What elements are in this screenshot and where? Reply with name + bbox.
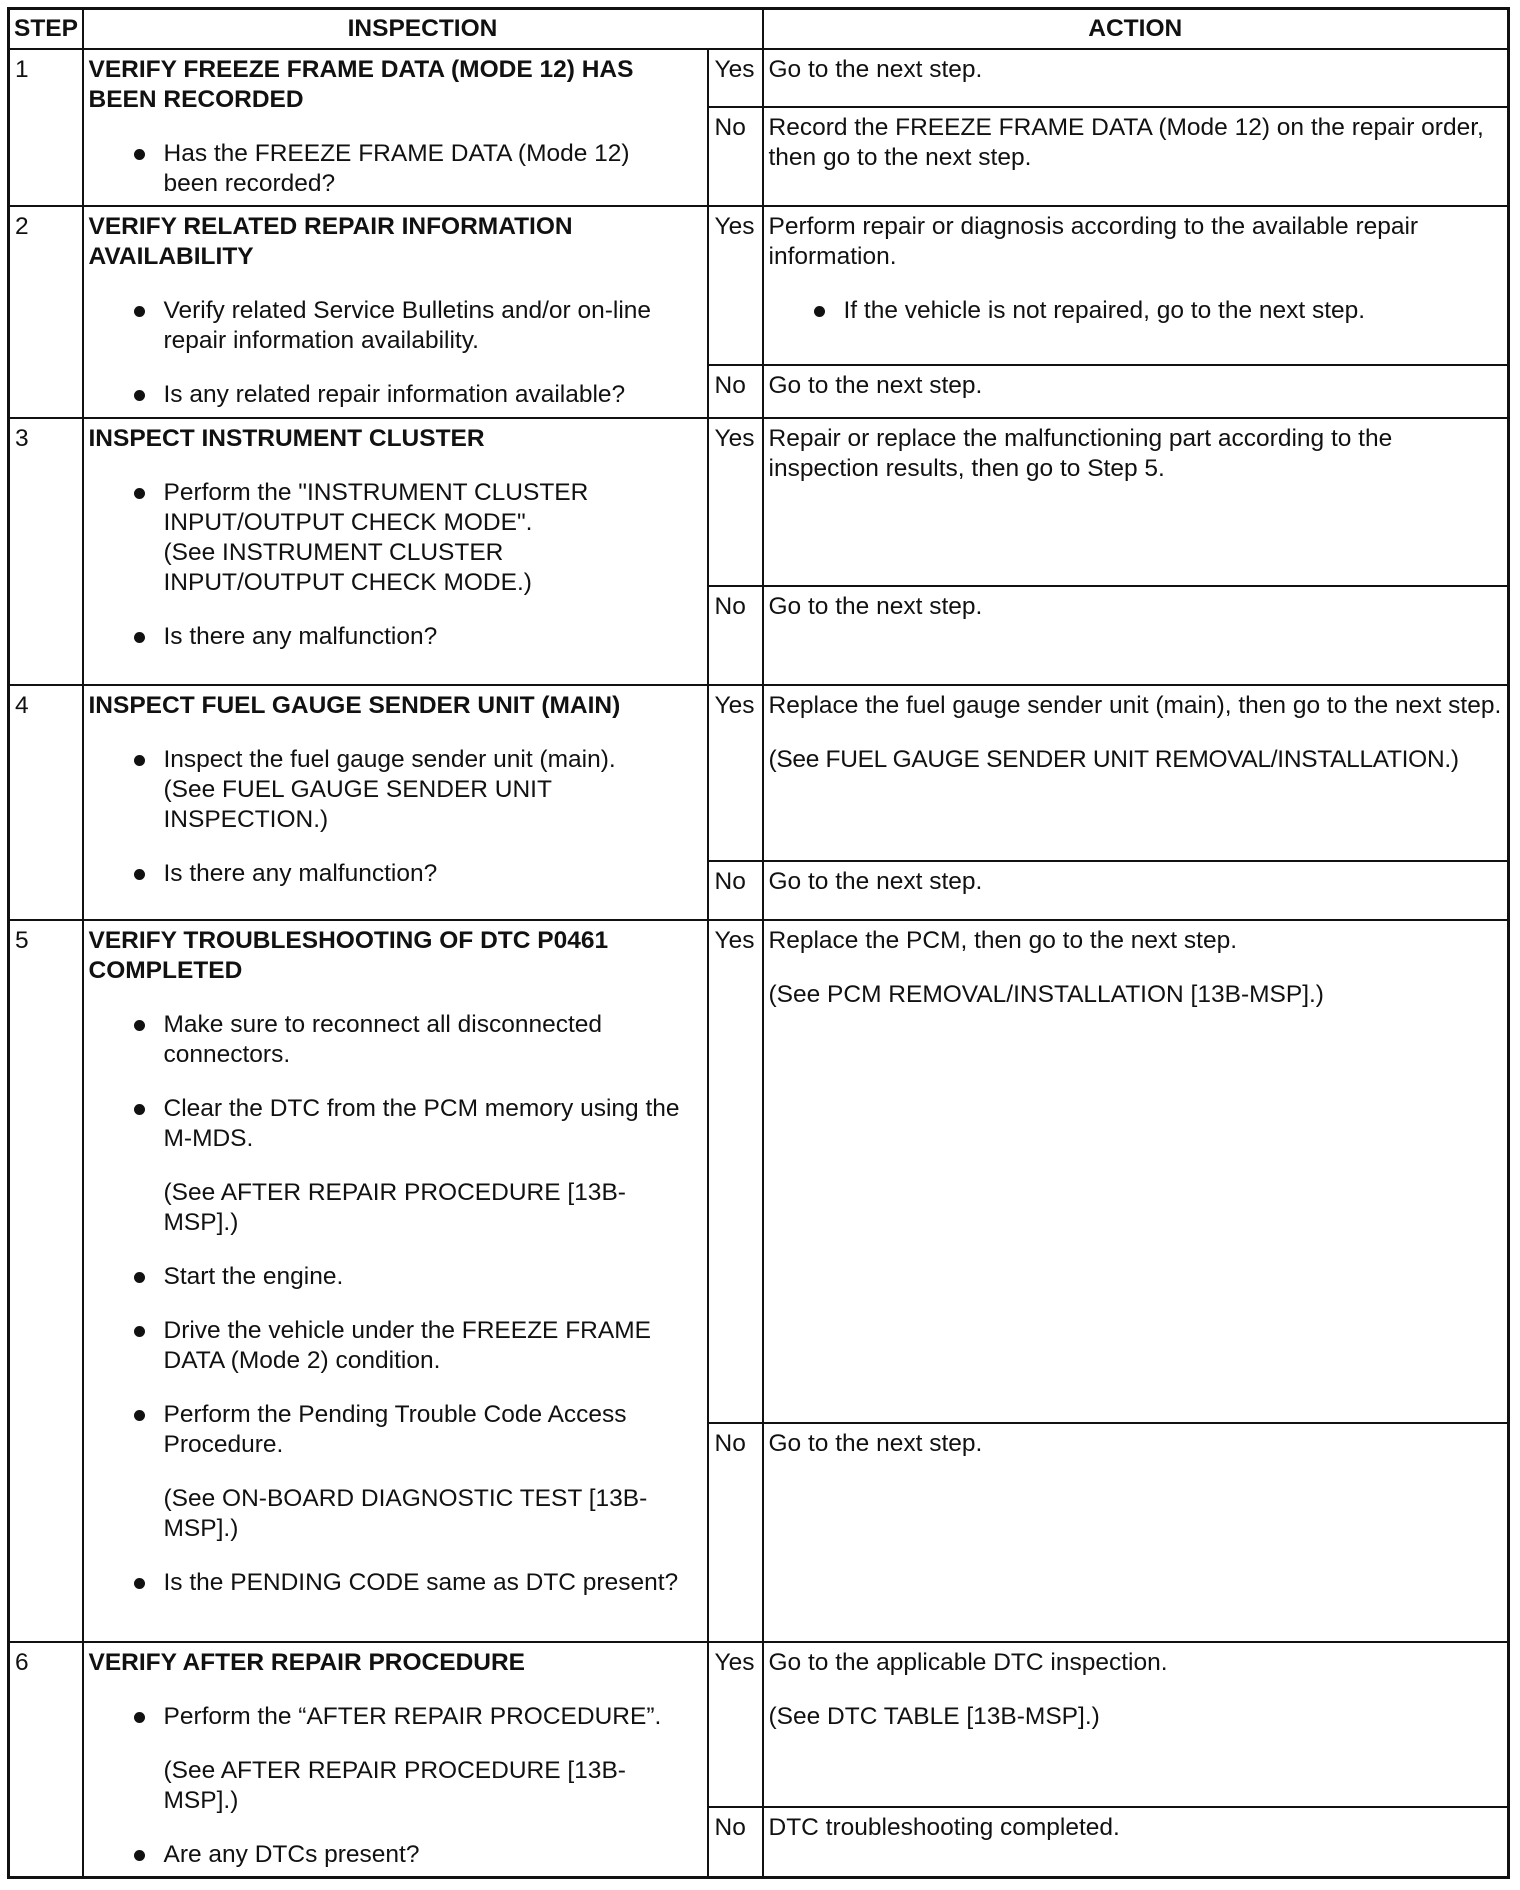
inspection-title: VERIFY FREEZE FRAME DATA (MODE 12) HAS BEEN RECORDED [88, 56, 634, 113]
inspection-bullet: Has the FREEZE FRAME DATA (Mode 12) been recorded? [89, 139, 702, 199]
no-label: No [708, 1423, 763, 1642]
action-text: Replace the PCM, then go to the next step. [768, 927, 1238, 954]
inspection-reference: (See INSTRUMENT CLUSTER INPUT/OUTPUT CHECK MODE.) [163, 539, 532, 596]
inspection-bullet: Are any DTCs present? [89, 1840, 702, 1870]
inspection-bullet: Is any related repair information available? [89, 380, 702, 410]
action-text: Go to the next step. [768, 372, 983, 399]
inspection-bullets [89, 745, 702, 775]
inspection-title: VERIFY AFTER REPAIR PROCEDURE [88, 1649, 526, 1676]
inspection-cell [83, 206, 708, 418]
header-row [9, 9, 1509, 50]
action-text: Go to the applicable DTC inspection. [768, 1649, 1168, 1676]
header-step: STEP [9, 9, 83, 50]
inspection-bullets [89, 478, 702, 538]
action-text: Go to the next step. [768, 868, 983, 895]
action-text: Perform repair or diagnosis according to the available repair information. [768, 213, 1419, 270]
step-number: 5 [9, 920, 83, 1642]
inspection-bullets [89, 1010, 702, 1154]
inspection-bullets [89, 1262, 702, 1460]
action-text: Go to the next step. [768, 593, 983, 620]
action-bullet: If the vehicle is not repaired, go to the next step. [769, 296, 1503, 326]
inspection-bullets [89, 622, 702, 652]
step-number: 4 [9, 685, 83, 920]
step-number: 3 [9, 418, 83, 685]
inspection-bullet: Inspect the fuel gauge sender unit (main). [89, 745, 702, 775]
inspection-cell [83, 49, 708, 206]
no-label: No [708, 586, 763, 685]
inspection-bullet: Start the engine. [89, 1262, 702, 1292]
inspection-cell [83, 685, 708, 920]
no-label: No [708, 365, 763, 418]
inspection-bullet: Verify related Service Bulletins and/or on-line repair information availability. [89, 296, 702, 356]
step-row [9, 920, 1509, 1423]
inspection-title: VERIFY TROUBLESHOOTING OF DTC P0461 COMPLETED [88, 927, 609, 984]
inspection-title: INSPECT FUEL GAUGE SENDER UNIT (MAIN) [88, 692, 621, 719]
yes-label: Yes [708, 49, 763, 107]
yes-action [763, 920, 1509, 1423]
no-action [763, 1807, 1509, 1877]
step-number: 2 [9, 206, 83, 418]
header-inspection: INSPECTION [83, 9, 763, 50]
action-reference: (See PCM REMOVAL/INSTALLATION [13B-MSP].) [768, 981, 1324, 1008]
inspection-bullet: Perform the “AFTER REPAIR PROCEDURE”. [89, 1702, 702, 1732]
step-row [9, 685, 1509, 861]
inspection-title: VERIFY RELATED REPAIR INFORMATION AVAILABILITY [88, 213, 573, 270]
action-text: Repair or replace the malfunctioning part according to the inspection results, then go to Step 5. [768, 425, 1393, 482]
header-action: ACTION [763, 9, 1509, 50]
yes-label: Yes [708, 1642, 763, 1807]
step-row [9, 418, 1509, 586]
inspection-bullets [89, 1568, 702, 1598]
inspection-cell [83, 920, 708, 1642]
action-text: Record the FREEZE FRAME DATA (Mode 12) on the repair order, then go to the next step. [768, 114, 1484, 171]
inspection-reference: (See ON-BOARD DIAGNOSTIC TEST [13B-MSP].) [163, 1485, 648, 1542]
inspection-bullets [89, 859, 702, 889]
action-reference: (See DTC TABLE [13B-MSP].) [768, 1703, 1100, 1730]
yes-label: Yes [708, 418, 763, 586]
step-number: 6 [9, 1642, 83, 1878]
inspection-bullet: Is there any malfunction? [89, 859, 702, 889]
yes-label: Yes [708, 685, 763, 861]
inspection-cell [83, 418, 708, 685]
inspection-bullet: Is there any malfunction? [89, 622, 702, 652]
inspection-bullet: Perform the "INSTRUMENT CLUSTER INPUT/OUTPUT CHECK MODE". [89, 478, 702, 538]
troubleshooting-document [7, 7, 1507, 1879]
action-text: Go to the next step. [768, 1430, 983, 1457]
yes-label: Yes [708, 206, 763, 365]
inspection-bullets [89, 296, 702, 410]
step-row [9, 1642, 1509, 1807]
yes-action [763, 418, 1509, 586]
yes-label: Yes [708, 920, 763, 1423]
no-action [763, 365, 1509, 418]
yes-action [763, 49, 1509, 107]
action-reference: (See FUEL GAUGE SENDER UNIT REMOVAL/INSTALLATION.) [768, 746, 1459, 773]
no-label: No [708, 861, 763, 920]
inspection-reference: (See FUEL GAUGE SENDER UNIT INSPECTION.) [163, 776, 552, 833]
no-action [763, 107, 1509, 206]
action-text: Go to the next step. [768, 56, 983, 83]
inspection-bullets [89, 1702, 702, 1732]
inspection-title: INSPECT INSTRUMENT CLUSTER [88, 425, 485, 452]
no-action [763, 1423, 1509, 1642]
step-row [9, 49, 1509, 107]
yes-action [763, 685, 1509, 861]
no-action [763, 586, 1509, 685]
inspection-bullet: Is the PENDING CODE same as DTC present? [89, 1568, 702, 1598]
action-text: Replace the fuel gauge sender unit (main), then go to the next step. [768, 692, 1502, 719]
action-bullets [769, 296, 1503, 326]
inspection-bullet: Clear the DTC from the PCM memory using the M-MDS. [89, 1094, 702, 1154]
inspection-bullets [89, 139, 702, 199]
step-row [9, 206, 1509, 365]
no-action [763, 861, 1509, 920]
action-text: DTC troubleshooting completed. [768, 1814, 1120, 1842]
inspection-bullets [89, 1840, 702, 1870]
troubleshooting-table [7, 7, 1510, 1879]
inspection-bullet: Make sure to reconnect all disconnected connectors. [89, 1010, 702, 1070]
yes-action [763, 1642, 1509, 1807]
inspection-bullet: Perform the Pending Trouble Code Access Procedure. [89, 1400, 702, 1460]
inspection-reference: (See AFTER REPAIR PROCEDURE [13B-MSP].) [163, 1757, 626, 1814]
no-label: No [708, 1807, 763, 1877]
no-label: No [708, 107, 763, 206]
inspection-bullet: Drive the vehicle under the FREEZE FRAME DATA (Mode 2) condition. [89, 1316, 702, 1376]
inspection-reference: (See AFTER REPAIR PROCEDURE [13B-MSP].) [163, 1179, 626, 1236]
inspection-cell [83, 1642, 708, 1878]
step-number: 1 [9, 49, 83, 206]
yes-action [763, 206, 1509, 365]
